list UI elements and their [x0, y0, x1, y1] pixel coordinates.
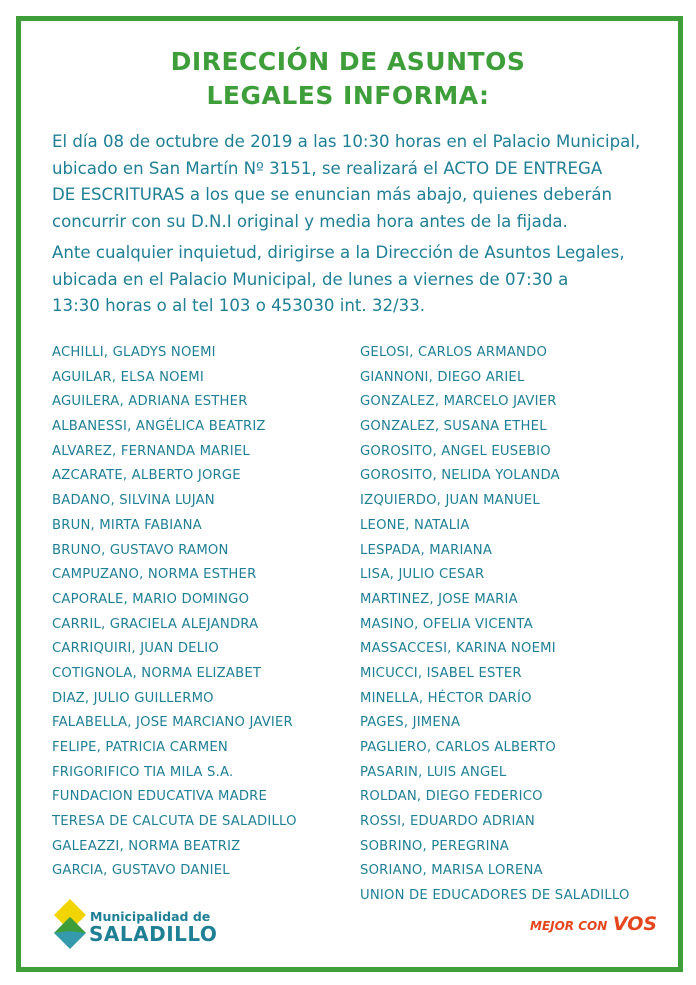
paragraph-line: Ante cualquier inquietud, dirigirse a la Dirección de Asuntos Legales,	[52, 243, 625, 262]
list-item: GELOSI, CARLOS ARMANDO	[360, 345, 548, 360]
list-item: GARCIA, GUSTAVO DANIEL	[52, 863, 230, 879]
list-item: MINELLA, HÉCTOR DARÍO	[360, 690, 532, 706]
list-item: BRUN, MIRTA FABIANA	[52, 517, 202, 533]
list-item: ALBANESSI, ANGÉLICA BEATRIZ	[52, 419, 266, 435]
paragraph-line: DE ESCRITURAS a los que se enuncian más abajo, quienes deberán	[52, 185, 613, 204]
list-item: CAMPUZANO, NORMA ESTHER	[52, 567, 257, 583]
list-item: GOROSITO, NELIDA YOLANDA	[360, 468, 560, 484]
list-item: SOBRINO, PEREGRINA	[360, 838, 510, 854]
list-item: GONZALEZ, MARCELO JAVIER	[360, 394, 557, 410]
list-item: MASSACCESI, KARINA NOEMI	[360, 641, 556, 657]
announcement-paragraph	[52, 129, 652, 235]
list-item: CARRIL, GRACIELA ALEJANDRA	[52, 616, 259, 632]
list-item: ROLDAN, DIEGO FEDERICO	[360, 789, 543, 805]
saladillo-logo-icon	[50, 897, 90, 953]
list-item: MARTINEZ, JOSE MARIA	[360, 591, 518, 607]
list-item: AZCARATE, ALBERTO JORGE	[52, 468, 241, 484]
contact-paragraph	[52, 240, 652, 320]
list-item: BRUNO, GUSTAVO RAMON	[52, 542, 229, 558]
list-item: MASINO, OFELIA VICENTA	[360, 616, 533, 632]
list-item: PASARIN, LUIS ANGEL	[360, 764, 507, 780]
names-list-right	[360, 341, 630, 909]
list-item: MICUCCI, ISABEL ESTER	[360, 665, 522, 681]
list-item: DIAZ, JULIO GUILLERMO	[52, 690, 214, 706]
list-item: COTIGNOLA, NORMA ELIZABET	[52, 665, 262, 681]
paragraph-line: El día 08 de octubre de 2019 a las 10:30 horas en el Palacio Municipal,	[52, 132, 641, 151]
paragraph-line: ubicado en San Martín Nº 3151, se realizará el ACTO DE ENTREGA	[52, 158, 603, 178]
list-item: GIANNONI, DIEGO ARIEL	[360, 369, 525, 385]
list-item: ACHILLI, GLADYS NOEMI	[52, 345, 216, 360]
list-item: GOROSITO, ANGEL EUSEBIO	[360, 443, 551, 459]
list-item: CARRIQUIRI, JUAN DELIO	[52, 641, 219, 657]
list-item: TERESA DE CALCUTA DE SALADILLO	[52, 814, 297, 830]
list-item: LESPADA, MARIANA	[360, 542, 493, 558]
list-item: AGUILAR, ELSA NOEMI	[52, 369, 204, 385]
list-item: UNION DE EDUCADORES DE SALADILLO	[360, 888, 630, 904]
list-item: FUNDACION EDUCATIVA MADRE	[52, 789, 268, 805]
list-item: GONZALEZ, SUSANA ETHEL	[360, 419, 547, 435]
paragraph-line: ubicada en el Palacio Municipal, de lunes a viernes de 07:30 a	[52, 269, 569, 289]
list-item: FRIGORIFICO TIA MILA S.A.	[52, 764, 234, 780]
list-item: FELIPE, PATRICIA CARMEN	[52, 740, 228, 755]
paragraph-line: 13:30 horas o al tel 103 o 453030 int. 32/33.	[52, 296, 426, 315]
title-line-2: LEGALES INFORMA:	[206, 81, 490, 110]
list-item: PAGES, JIMENA	[360, 715, 461, 731]
list-item: LISA, JULIO CESAR	[360, 567, 485, 583]
title-line-1: DIRECCIÓN DE ASUNTOS	[170, 47, 526, 76]
list-item: AGUILERA, ADRIANA ESTHER	[52, 394, 248, 410]
slogan-part-1: MEJOR CON	[530, 919, 608, 933]
list-item: BADANO, SILVINA LUJAN	[52, 493, 215, 509]
slogan	[530, 913, 657, 935]
list-item: ALVAREZ, FERNANDA MARIEL	[52, 443, 250, 459]
list-item: PAGLIERO, CARLOS ALBERTO	[360, 740, 557, 755]
list-item: FALABELLA, JOSE MARCIANO JAVIER	[52, 715, 293, 731]
list-item: CAPORALE, MARIO DOMINGO	[52, 591, 250, 607]
slogan-part-2: VOS	[612, 913, 658, 935]
list-item: IZQUIERDO, JUAN MANUEL	[360, 493, 540, 509]
list-item: ROSSI, EDUARDO ADRIAN	[360, 814, 535, 830]
list-item: GALEAZZI, NORMA BEATRIZ	[52, 838, 241, 854]
paragraph-line: concurrir con su D.N.I original y media hora antes de la fijada.	[52, 211, 568, 231]
list-item: SORIANO, MARISA LORENA	[360, 863, 543, 879]
logo-saladillo-text: SALADILLO	[89, 922, 218, 946]
list-item: LEONE, NATALIA	[360, 517, 470, 533]
logo-municipalidad-text: Municipalidad de	[90, 909, 211, 924]
names-list-left	[52, 341, 297, 884]
